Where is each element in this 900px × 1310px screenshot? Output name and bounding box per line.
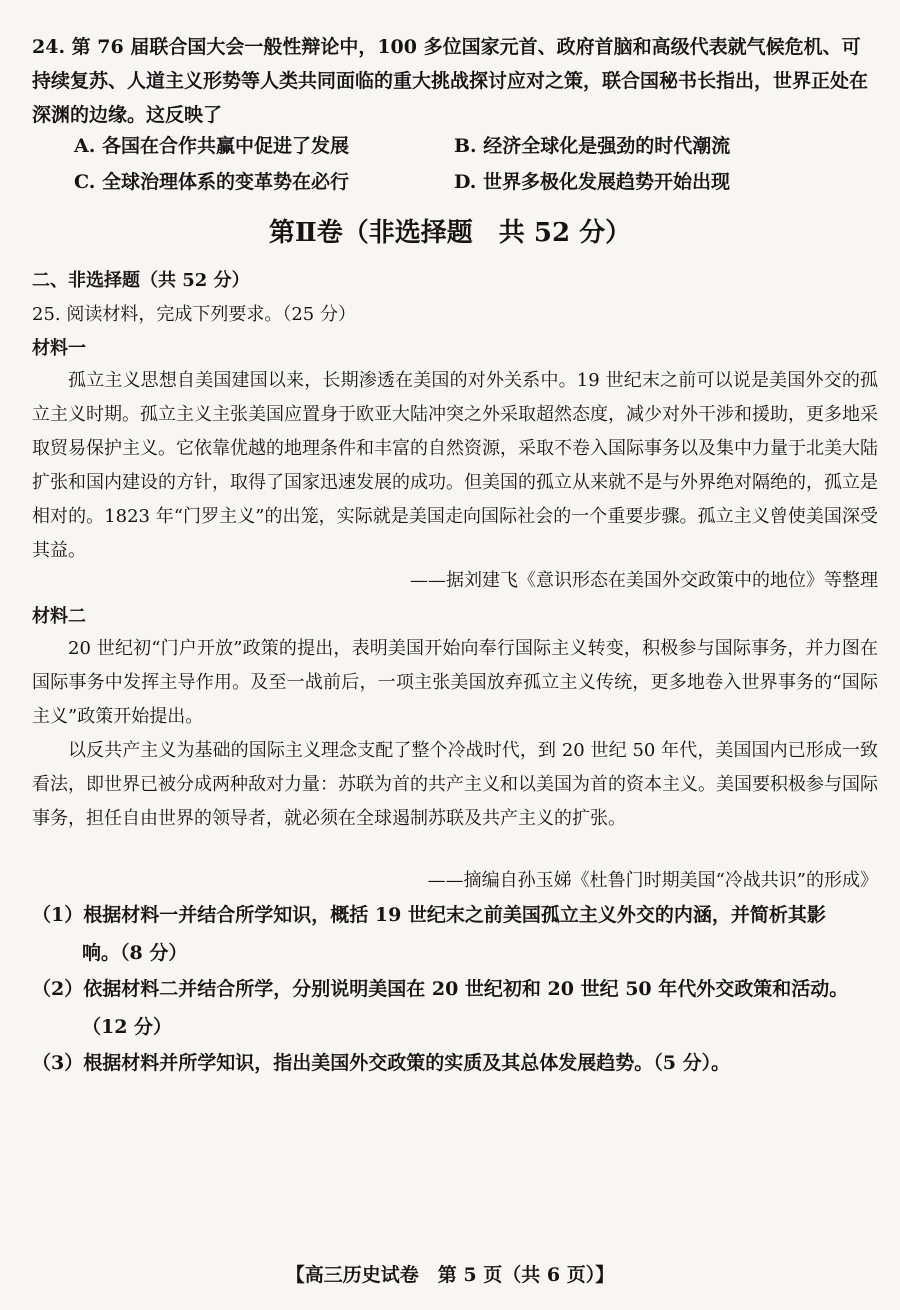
options-row-2 xyxy=(74,164,834,200)
sub-question-2 xyxy=(32,970,884,1046)
question-24-stem: 24. 第 76 届联合国大会一般性辩论中，100 多位国家元首、政府首脑和高级代表就气候危机、可持续复苏、人道主义形势等人类共同面临的重大挑战探讨应对之策，联合国秘书长指出，世界正处在深渊的边缘。这反映了 xyxy=(32,36,869,126)
sub-question-2-text: 依据材料二并结合所学，分别说明美国在 20 世纪初和 20 世纪 50 年代外交政策和活动。 xyxy=(83,978,849,1000)
sub-question-1-text: 根据材料一并结合所学知识，概括 19 世纪末之前美国孤立主义外交的内涵，并简析其影 xyxy=(83,904,826,926)
sub-question-3 xyxy=(32,1044,884,1082)
material-1-text: 孤立主义思想自美国建国以来，长期渗透在美国的对外关系中。19 世纪末之前可以说是美国外交的孤立主义时期。孤立主义主张美国应置身于欧亚大陆冲突之外采取超然态度，减少对外干涉和援助，更多地采取贸易保护主义。它依靠优越的地理条件和丰富的自然资源，采取不卷入国际事务以及集中力量于北美大陆扩张和国内建设的方针，取得了国家迅速发展的成功。但美国的孤立从来就不是与外界绝对隔绝的，孤立是相对的。1823 年“门罗主义”的出笼，实际就是美国走向国际社会的一个重要步骤。孤立主义曾使美国深受其益。 xyxy=(32,370,878,561)
question-25-intro: 25. 阅读材料，完成下列要求。（25 分） xyxy=(32,304,356,325)
option-a: A. 各国在合作共赢中促进了发展 xyxy=(74,135,349,157)
sub-question-1-number: （1） xyxy=(32,904,84,926)
material-2-source: ——摘编自孙玉娣《杜鲁门时期美国“冷战共识”的形成》 xyxy=(427,870,878,891)
sub-question-2-cont: （12 分） xyxy=(82,1016,173,1038)
option-c: C. 全球治理体系的变革势在必行 xyxy=(74,171,350,193)
material-2-paragraph-1: 20 世纪初“门户开放”政策的提出，表明美国开始向奉行国际主义转变，积极参与国际事务，并力图在国际事务中发挥主导作用。及至一战前后，一项主张美国放弃孤立主义传统，更多地卷入世界事务的“国际主义”政策开始提出。 xyxy=(32,638,878,727)
sub-question-3-number: （3） xyxy=(32,1052,84,1074)
section-title: 第Ⅱ卷（非选择题 共 52 分） xyxy=(268,218,632,248)
sub-question-2-number: （2） xyxy=(32,978,84,1000)
options-row-1 xyxy=(74,128,834,164)
question-24-options xyxy=(74,128,834,200)
option-d: D. 世界多极化发展趋势开始出现 xyxy=(454,171,731,193)
sub-question-1-cont: 响。（8 分） xyxy=(82,942,188,964)
sub-question-3-text: 根据材料并所学知识，指出美国外交政策的实质及其总体发展趋势。（5 分）。 xyxy=(83,1052,731,1074)
section-heading: 二、非选择题（共 52 分） xyxy=(32,270,250,291)
material-2-label: 材料二 xyxy=(32,606,86,627)
material-2-paragraph-2: 以反共产主义为基础的国际主义理念支配了整个冷战时代，到 20 世纪 50 年代，美国国内已形成一致看法，即世界已被分成两种敌对力量：苏联为首的共产主义和以美国为首的资本主义。美国要积极参与国际事务，担任自由世界的领导者，就必须在全球遏制苏联及共产主义的扩张。 xyxy=(32,740,878,829)
material-1-source: ——据刘建飞《意识形态在美国外交政策中的地位》等整理 xyxy=(410,570,878,591)
option-b: B. 经济全球化是强劲的时代潮流 xyxy=(454,135,731,157)
material-1-label: 材料一 xyxy=(32,338,86,359)
page-footer: 【高三历史试卷 第 5 页（共 6 页）】 xyxy=(285,1264,615,1286)
sub-question-1 xyxy=(32,896,884,972)
